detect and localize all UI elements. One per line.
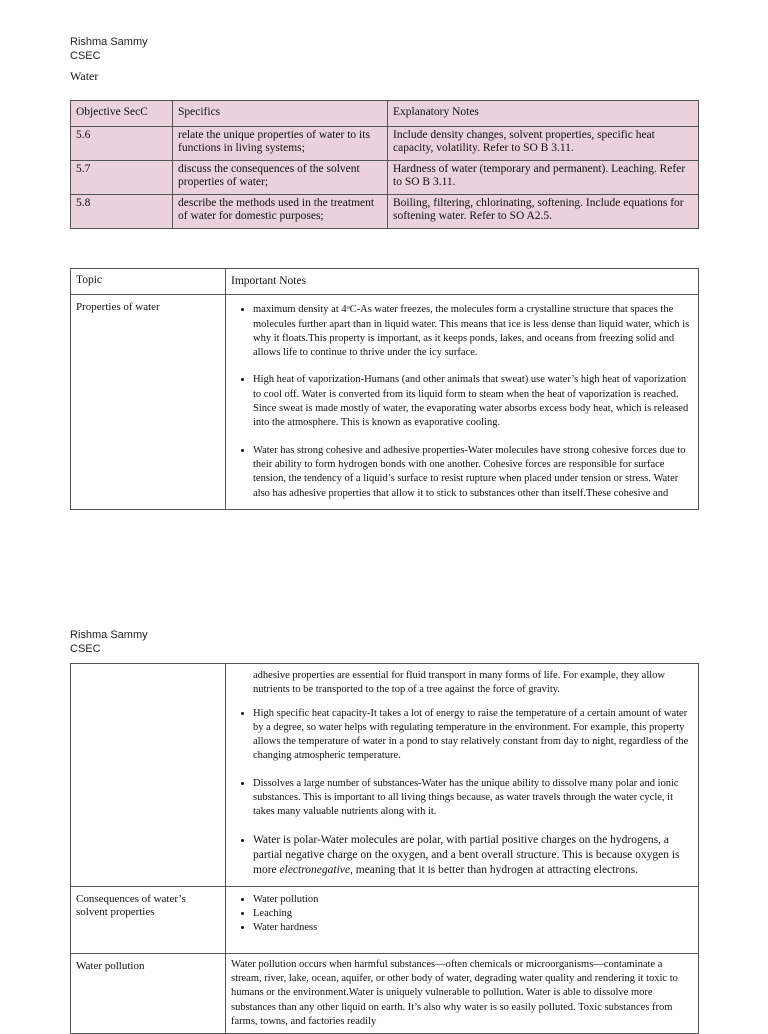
list-item: • Leaching	[253, 907, 693, 921]
table-row	[71, 126, 699, 160]
notes-cell	[226, 664, 699, 887]
list-item	[253, 833, 693, 878]
table-header-row	[71, 269, 699, 295]
objective-specific: describe the methods used in the treatment of water for domestic purposes;	[173, 194, 388, 228]
table-header-row	[71, 101, 699, 127]
table-row	[71, 160, 699, 194]
objective-specific: discuss the consequences of the solvent properties of water;	[173, 160, 388, 194]
list-item: • Water has strong cohesive and adhesive properties-Water molecules have strong cohesive forces due to their ability to form hydrogen bonds with one another. Cohesive forces are responsible for surface tension, the tendency of a liquid’s surface to resist rupture when placed under tension or stress. Water also has adhesive properties that allow it to stick to substances other than itself.These cohesive and	[253, 444, 693, 501]
author-name: Rishma Sammy	[70, 629, 148, 641]
topic-label: Water pollution	[71, 953, 226, 1033]
notes-cell: Water pollution occurs when harmful substances—often chemicals or microorganisms—contaminate a stream, river, lake, ocean, aquifer, or other body of water, degrading water quality and rendering it toxic to humans or the environment.Water is uniquely vulnerable to pollution. Water is able to dissolve more substances than any other liquid on earth. It’s also why water is so easily polluted. Toxic substances from farms, towns, and factories readily	[226, 953, 699, 1033]
objective-code: 5.6	[71, 126, 173, 160]
list-item: • High heat of vaporization-Humans (and other animals that sweat) use water’s high heat of vaporization to cool off. Water is converted from its liquid form to steam when the heat of vaporization is reached. Since sweat is made mostly of water, the evaporating water absorbs excess body heat, which is released into the atmosphere. This is known as evaporative cooling.	[253, 373, 693, 430]
objective-notes: Hardness of water (temporary and permanent). Leaching. Refer to SO B 3.11.	[388, 160, 699, 194]
table-row	[71, 664, 699, 887]
list-item: • maximum density at 4ᵒC-As water freezes, the molecules form a crystalline structure that spaces the molecules further apart than in liquid water. This means that ice is less dense than liquid water, which is why it floats.This property is important, as it keeps ponds, lakes, and oceans from freezing solid and allows life to continue to thrive under the icy surface.	[253, 303, 693, 360]
objective-specific: relate the unique properties of water to its functions in living systems;	[173, 126, 388, 160]
polar-note-text: Water is polar-Water molecules are polar, with partial positive charges on the hydrogens, a partial negative charge on the oxygen, and a bent overall structure. This is because oxygen is more	[253, 833, 680, 876]
topic-label: Properties of water	[71, 295, 226, 510]
author-name: Rishma Sammy	[70, 36, 148, 48]
topic-label: Consequences of water’s solvent properties	[71, 886, 226, 953]
table-row	[71, 953, 699, 1033]
notes-list	[231, 303, 693, 501]
objectives-table	[70, 100, 699, 229]
list-item: • Water pollution	[253, 893, 693, 907]
table-row	[71, 295, 699, 510]
table-row	[71, 194, 699, 228]
notes-cell	[226, 295, 699, 510]
notes-cell	[226, 886, 699, 953]
table-row	[71, 886, 699, 953]
list-item: • Water hardness	[253, 921, 693, 935]
objective-code: 5.7	[71, 160, 173, 194]
list-item: • High specific heat capacity-It takes a lot of energy to raise the temperature of a certain amount of water by a degree, so water helps with regulating temperature in the environment. For example, this property allows the temperature of water in a pond to stay relatively constant from day to night, regardless of the changing atmospheric temperature.	[253, 707, 693, 764]
emphasis-term: electronegative	[279, 863, 350, 876]
column-header: Topic	[71, 269, 226, 295]
subject-label: CSEC	[70, 643, 101, 655]
column-header: Important Notes	[226, 269, 699, 295]
topics-table-continued	[70, 663, 699, 1034]
continued-text: adhesive properties are essential for fluid transport in many forms of life. For example, they allow nutrients to be transported to the top of a tree against the force of gravity.	[253, 670, 666, 696]
column-header: Specifics	[173, 101, 388, 127]
topics-table	[70, 268, 699, 510]
page-header	[70, 35, 148, 63]
page-header	[70, 628, 148, 656]
topic-label-empty	[71, 664, 226, 887]
column-header: Explanatory Notes	[388, 101, 699, 127]
list-item: • Dissolves a large number of substances-Water has the unique ability to dissolve many polar and ionic substances. This is important to all living things because, as water travels through the water cycle, it takes many valuable nutrients along with it.	[253, 777, 693, 820]
objective-code: 5.8	[71, 194, 173, 228]
polar-note-text: , meaning that it is better than hydrogen at attracting electrons.	[349, 863, 639, 876]
notes-list	[231, 893, 693, 935]
column-header: Objective SecC	[71, 101, 173, 127]
document-title: Water	[70, 69, 99, 83]
objective-notes: Include density changes, solvent properties, specific heat capacity, volatility. Refer to SO B 3.11.	[388, 126, 699, 160]
notes-list	[231, 707, 693, 878]
subject-label: CSEC	[70, 50, 101, 62]
objective-notes: Boiling, filtering, chlorinating, softening. Include equations for softening water. Refer to SO A2.5.	[388, 194, 699, 228]
